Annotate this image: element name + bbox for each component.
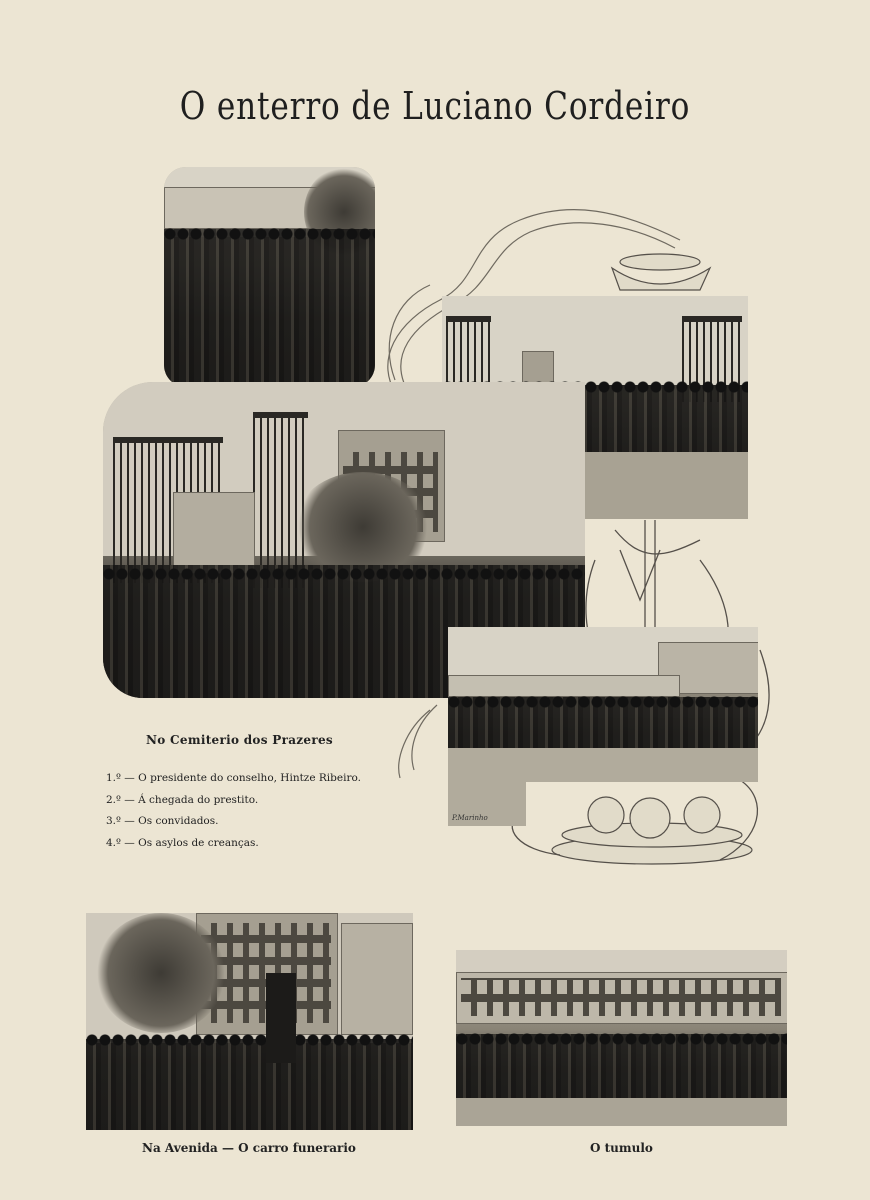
page-title: O enterro de Luciano Cordeiro — [179, 84, 691, 128]
photographer-signature: P.Marinho — [452, 814, 488, 822]
photo-children-asylums — [448, 780, 526, 826]
caption-hearse: Na Avenida — O carro funerario — [142, 1141, 356, 1155]
caption-tomb: O tumulo — [590, 1141, 653, 1155]
photo-guests — [448, 627, 758, 782]
caption-item: 2.º — Á chegada do prestito. — [106, 793, 259, 806]
cemetery-caption-heading: No Cemiterio dos Prazeres — [146, 733, 333, 747]
caption-item: 3.º — Os convidados. — [106, 815, 219, 827]
caption-item: 1.º — O presidente do conselho, Hintze Ribeiro. — [106, 772, 361, 784]
photo-mourners-hall — [164, 167, 375, 387]
caption-item: 4.º — Os asylos de creanças. — [106, 836, 259, 849]
cemetery-caption-list — [106, 768, 361, 854]
photo-hearse-avenue — [86, 913, 413, 1130]
photo-tomb — [456, 950, 787, 1126]
